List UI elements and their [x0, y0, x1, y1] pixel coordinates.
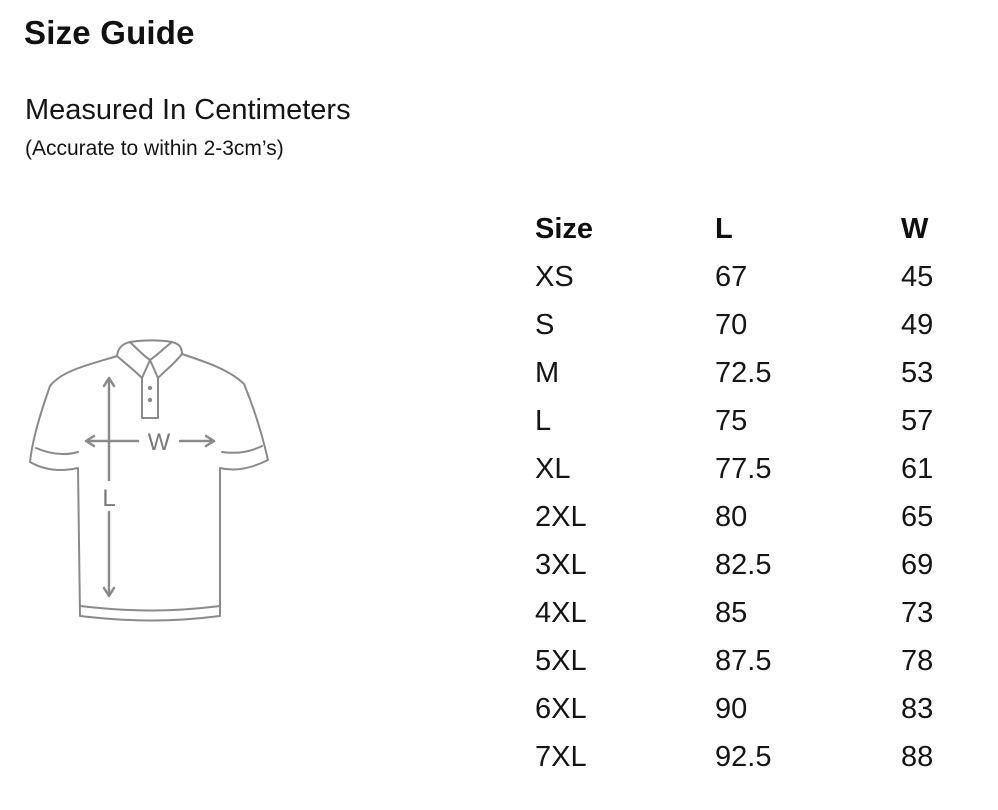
- width-cell: 83: [901, 692, 934, 725]
- table-row: [535, 493, 961, 541]
- length-cell: 90: [715, 692, 748, 725]
- table-row: [535, 301, 961, 349]
- table-header-row: [535, 205, 961, 253]
- size-cell: 5XL: [535, 644, 587, 677]
- width-cell: 88: [901, 740, 934, 773]
- width-cell: 65: [901, 500, 934, 533]
- measurement-unit-heading: Measured In Centimeters: [25, 94, 351, 126]
- column-header-size: Size: [535, 212, 594, 245]
- length-cell: 82.5: [715, 548, 772, 581]
- table-row: [535, 685, 961, 733]
- table-row: [535, 589, 961, 637]
- accuracy-note: (Accurate to within 2-3cm’s): [25, 137, 284, 160]
- page-title: Size Guide: [24, 14, 195, 51]
- width-cell: 49: [901, 308, 934, 341]
- width-cell: 78: [901, 644, 934, 677]
- size-cell: 7XL: [535, 740, 587, 773]
- table-row: [535, 445, 961, 493]
- width-cell: 45: [901, 260, 934, 293]
- length-cell: 70: [715, 308, 748, 341]
- length-cell: 87.5: [715, 644, 772, 677]
- placket-buttons: [148, 386, 152, 402]
- polo-shirt-outline: [30, 341, 268, 621]
- table-row: [535, 637, 961, 685]
- size-cell: 4XL: [535, 596, 587, 629]
- size-cell: 3XL: [535, 548, 587, 581]
- table-row: [535, 253, 961, 301]
- table-row: [535, 349, 961, 397]
- width-label: W: [147, 429, 171, 456]
- length-cell: 85: [715, 596, 748, 629]
- length-cell: 75: [715, 404, 748, 437]
- length-cell: 77.5: [715, 452, 772, 485]
- table-row: [535, 541, 961, 589]
- width-cell: 61: [901, 452, 934, 485]
- size-cell: S: [535, 308, 555, 341]
- length-cell: 72.5: [715, 356, 772, 389]
- width-cell: 57: [901, 404, 934, 437]
- length-cell: 67: [715, 260, 748, 293]
- size-cell: XS: [535, 260, 574, 293]
- size-cell: XL: [535, 452, 571, 485]
- size-cell: 6XL: [535, 692, 587, 725]
- length-label: L: [102, 485, 116, 512]
- size-cell: L: [535, 404, 552, 437]
- column-header-width: W: [901, 212, 929, 245]
- polo-shirt-measurement-diagram: [22, 334, 278, 634]
- width-cell: 73: [901, 596, 934, 629]
- column-header-length: L: [715, 212, 733, 245]
- table-row: [535, 733, 961, 781]
- width-cell: 53: [901, 356, 934, 389]
- size-cell: 2XL: [535, 500, 587, 533]
- size-cell: M: [535, 356, 560, 389]
- table-row: [535, 397, 961, 445]
- length-cell: 80: [715, 500, 748, 533]
- size-chart-table: [535, 205, 961, 781]
- width-cell: 69: [901, 548, 934, 581]
- length-cell: 92.5: [715, 740, 772, 773]
